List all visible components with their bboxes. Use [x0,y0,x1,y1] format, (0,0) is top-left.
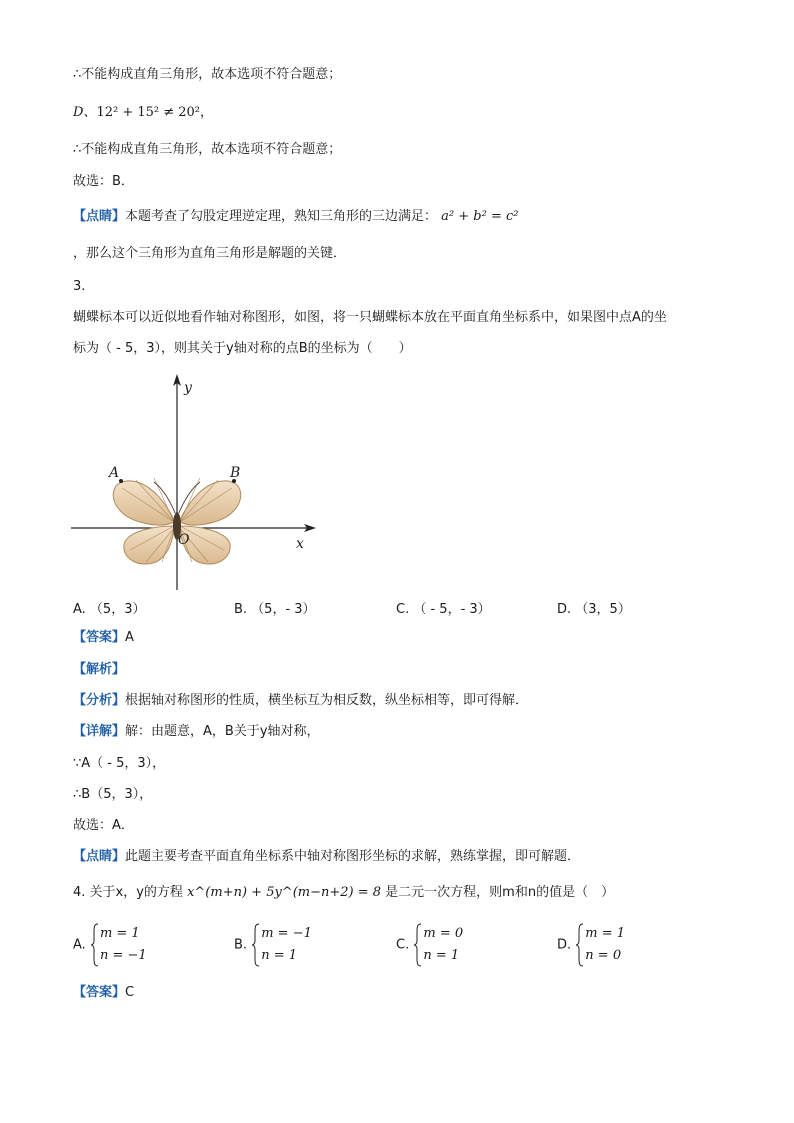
q4-option-b-system [251,923,312,967]
q3-choose: 故选：A． [73,818,134,833]
dianjing-tag-2: 【点睛】 [73,849,126,864]
q4-a-m: m = 1 [99,926,140,941]
line-6: ，那么这个三角形为直角三角形是解题的关键． [73,246,347,261]
origin-label: O [178,532,190,548]
q3-option-d: D. （3，5） [557,602,631,617]
xiangjie-tag: 【详解】 [73,724,126,739]
q3-option-a: A. （5，3） [73,602,146,617]
x-axis-label: x [296,536,304,552]
fenxi-text: 根据轴对称图形的性质，横坐标互为相反数，纵坐标相等，即可得解． [125,693,529,708]
q4-answer [73,984,134,1002]
q4-option-d-system [575,923,625,967]
q3-xiangjie [73,723,320,741]
q4-c-n: n = 1 [423,948,460,963]
q4-option-d [557,923,625,967]
q4-b-n: n = 1 [261,948,298,963]
dianjing-text: 本题考查了勾股定理逆定理，熟知三角形的三边满足： [125,209,438,224]
q4-option-d-label: D. [557,937,572,953]
q3-step2: ∴B（5，3）， [73,787,153,802]
question-3-stem-line1: 蝴蝶标本可以近似地看作轴对称图形，如图，将一只蝴蝶标本放在平面直角坐标系中，如果图中点A的坐 [73,310,667,325]
q4-answer-value: C [125,985,135,1000]
q4-option-a-system [90,923,147,967]
question-3-number: 3. [73,279,86,294]
q4-b-m: m = −1 [261,926,312,941]
y-axis-label: y [184,380,192,396]
line-4: 故选：B． [73,174,134,189]
q4-stem-suffix: 是二元一次方程，则m和n的值是（ ） [385,885,615,900]
q4-option-b-label: B. [234,937,248,953]
q4-option-c [396,923,463,967]
line-1: ∴不能构成直角三角形，故本选项不符合题意； [73,67,342,82]
dianjing-line [73,208,518,226]
answer-value: A [125,630,134,645]
q4-a-n: n = −1 [99,948,147,963]
butterfly-coordinate-figure [66,370,326,595]
xiangjie-text: 解：由题意，A，B关于y轴对称， [125,724,320,739]
q3-option-b: B. （5，- 3） [234,602,316,617]
line-3: ∴不能构成直角三角形，故本选项不符合题意； [73,142,342,157]
q3-analysis-tag: 【解析】 [73,662,126,677]
q4-option-c-system [413,923,463,967]
q4-c-m: m = 0 [423,926,464,941]
q3-fenxi [73,692,528,710]
q3-step1: ∵A（ - 5，3）， [73,756,166,771]
question-3-stem-line2: 标为（ - 5，3），则其关于y轴对称的点B的坐标为（ ） [73,341,412,356]
q4-option-b [234,923,312,967]
q4-d-m: m = 1 [585,926,626,941]
q4-d-n: n = 0 [585,948,622,963]
point-a [119,479,123,483]
q3-option-c: C. （ - 5，- 3） [396,602,491,617]
q3-dianjing [73,848,580,866]
q4-option-a [73,923,147,967]
option-d-prefix: D、 [73,105,97,120]
q4-option-a-label: A. [73,937,86,953]
q4-answer-tag: 【答案】 [73,985,126,1000]
q4-option-c-label: C. [396,937,410,953]
question-4-stem [73,884,614,902]
point-b-label: B [230,465,241,481]
answer-tag: 【答案】 [73,630,126,645]
point-a-label: A [109,465,120,481]
dianjing-tag: 【点睛】 [73,209,126,224]
q4-stem-prefix: 4. 关于x，y的方程 [73,885,183,900]
pythagorean-equation: a² + b² = c² [441,209,519,224]
q3-answer [73,629,134,647]
option-d-equation: 12² + 15² ≠ 20²， [96,105,214,120]
dianjing-text-2: 此题主要考查平面直角坐标系中轴对称图形坐标的求解，熟练掌握，即可解题． [125,849,581,864]
line-2 [73,104,213,122]
q4-equation: x^(m+n) + 5y^(m−n+2) = 8 [187,885,382,900]
fenxi-tag: 【分析】 [73,693,126,708]
